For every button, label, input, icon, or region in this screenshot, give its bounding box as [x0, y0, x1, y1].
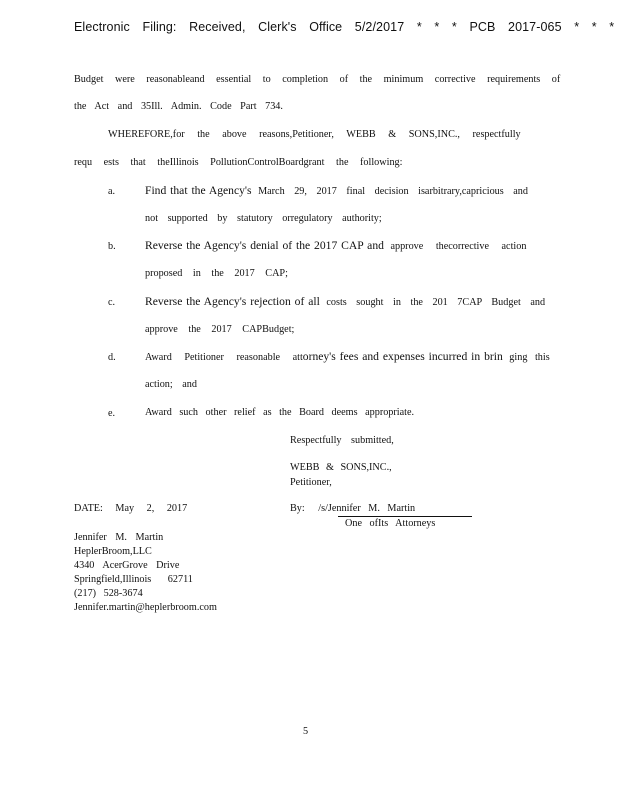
wherefore-line-2: requ ests that theIllinois PollutionControlBoardgrant the following:	[74, 157, 403, 168]
request-a-lead: Find that the Agency's	[145, 184, 252, 197]
request-c-rest: costs sought in the 201 7CAP Budget and	[326, 297, 546, 308]
request-b-line-2: proposed in the 2017 CAP;	[145, 268, 288, 279]
request-a-line-2: not supported by statutory orregulatory authority;	[145, 213, 382, 224]
body-line-1: Budget were reasonableand essential to completion of the minimum corrective requirements of	[74, 74, 561, 85]
request-c-line-2: approve the 2017 CAPBudget;	[145, 324, 295, 335]
request-d-lead: Award Petitioner reasonable att	[145, 352, 303, 363]
request-marker-a: a.	[108, 186, 116, 197]
request-d-rest: orney's fees and expenses incurred in brin	[302, 350, 503, 363]
request-b-rest: approve thecorrective action	[390, 241, 527, 252]
request-b-line-1	[145, 239, 526, 252]
by-signature: /s/Jennifer M. Martin	[318, 503, 416, 514]
date-label: DATE:	[74, 503, 103, 514]
attorney-name: Jennifer M. Martin	[74, 532, 164, 543]
attorney-phone: (217) 528-3674	[74, 588, 143, 599]
party-name: WEBB & SONS,INC.,	[290, 462, 392, 473]
attorney-city: Springfield,Illinois 62711	[74, 574, 193, 585]
date-value: May 2, 2017	[115, 503, 188, 514]
request-marker-b: b.	[108, 241, 116, 252]
party-role: Petitioner,	[290, 477, 332, 488]
body-line-2: the Act and 35Ill. Admin. Code Part 734.	[74, 101, 283, 112]
request-b-lead: Reverse the Agency's denial of the 2017 CAP and	[145, 239, 384, 252]
signature-underline	[338, 516, 472, 517]
electronic-filing-header: Electronic Filing: Received, Clerk's Office 5/2/2017 * * * PCB 2017-065 * * *	[74, 20, 615, 34]
closing-text: Respectfully submitted,	[290, 435, 394, 446]
by-line	[290, 503, 415, 514]
request-marker-d: d.	[108, 352, 116, 363]
attorney-caption: One ofIts Attorneys	[345, 518, 436, 529]
wherefore-line-1: WHEREFORE,for the above reasons,Petitioner, WEBB & SONS,INC., respectfully	[108, 129, 521, 140]
request-d-line-1	[145, 350, 550, 363]
request-c-line-1	[145, 295, 545, 308]
request-e-line-1: Award such other relief as the Board deems appropriate.	[145, 407, 415, 418]
request-marker-e: e.	[108, 408, 116, 419]
attorney-street: 4340 AcerGrove Drive	[74, 560, 180, 571]
attorney-firm: HeplerBroom,LLC	[74, 546, 152, 557]
date-line	[74, 503, 187, 514]
by-label: By:	[290, 503, 305, 514]
request-a-rest: March 29, 2017 final decision isarbitrary,capricious and	[258, 186, 528, 197]
attorney-email: Jennifer.martin@heplerbroom.com	[74, 602, 217, 613]
request-d-line-2: action; and	[145, 379, 197, 390]
page-number: 5	[303, 726, 309, 737]
request-c-lead: Reverse the Agency's rejection of all	[145, 295, 320, 308]
request-marker-c: c.	[108, 297, 116, 308]
request-d-tail: ging this	[509, 352, 550, 363]
request-a-line-1	[145, 184, 528, 197]
